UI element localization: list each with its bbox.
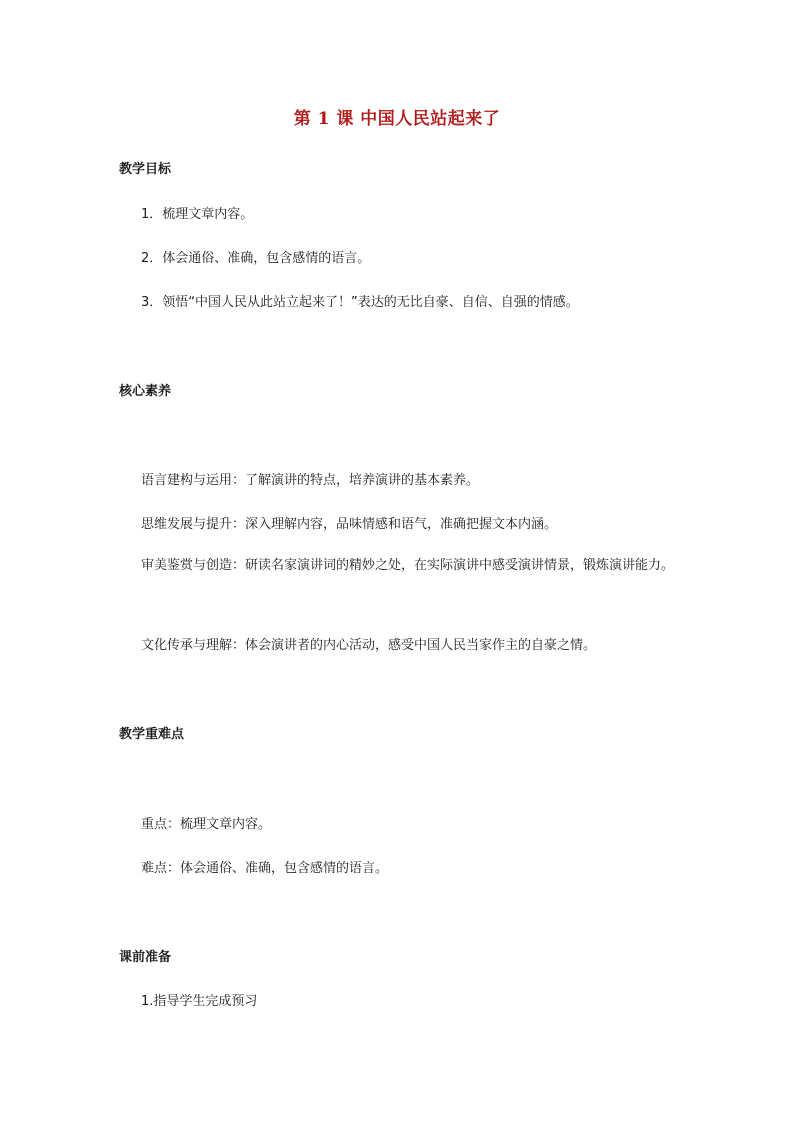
objective-item-2: 2．体会通俗、准确，包含感情的语言。: [141, 251, 371, 266]
literacy-item-aesthetics: 审美鉴赏与创造：研读名家演讲词的精妙之处，在实际演讲中感受演讲情景，锻炼演讲能力。: [141, 558, 675, 573]
preparation-heading: 课前准备: [119, 950, 172, 965]
lesson-title: 第 1 课 中国人民站起来了: [293, 109, 501, 129]
objective-item-3: 3．领悟“中国人民从此站立起来了！”表达的无比自豪、自信、自强的情感。: [141, 295, 579, 310]
literacy-item-thinking: 思维发展与提升：深入理解内容，品味情感和语气，准确把握文本内涵。: [141, 517, 558, 532]
literacy-item-culture: 文化传承与理解：体会演讲者的内心活动，感受中国人民当家作主的自豪之情。: [141, 638, 597, 653]
literacy-heading: 核心素养: [119, 384, 172, 399]
key-points-heading: 教学重难点: [119, 727, 185, 742]
key-point-item: 重点：梳理文章内容。: [141, 817, 272, 832]
preparation-item-1: 1.指导学生完成预习: [141, 994, 258, 1009]
difficult-point-item: 难点：体会通俗、准确，包含感情的语言。: [141, 861, 389, 876]
objectives-heading: 教学目标: [119, 162, 172, 177]
objective-item-1: 1．梳理文章内容。: [141, 207, 254, 222]
literacy-item-language: 语言建构与运用：了解演讲的特点，培养演讲的基本素养。: [141, 473, 480, 488]
